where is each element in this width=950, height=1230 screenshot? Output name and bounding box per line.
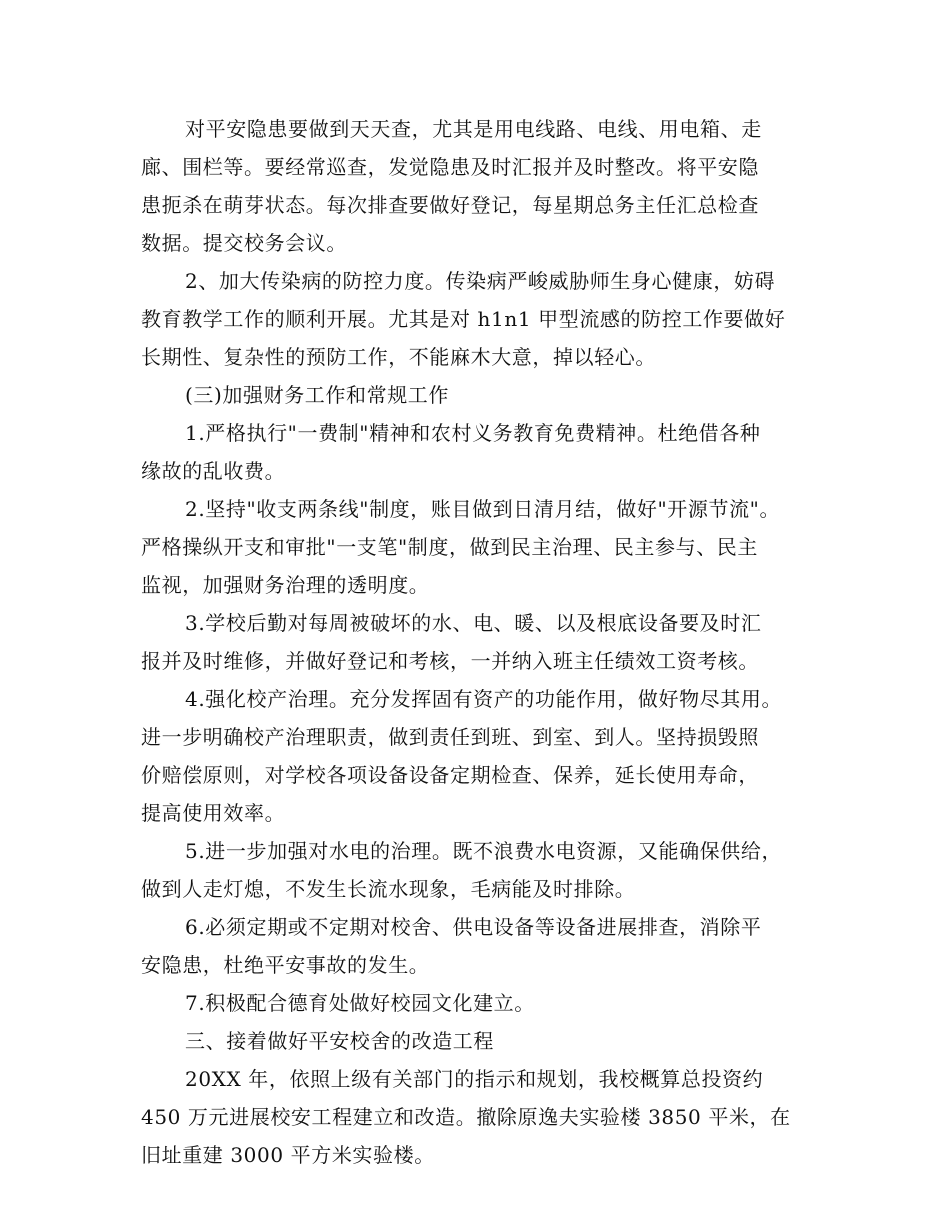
text-line: 缘故的乱收费。 [141, 459, 286, 483]
text-line: 安隐患，杜绝平安事故的发生。 [141, 953, 430, 977]
text-line: 5.进一步加强对水电的治理。既不浪费水电资源，又能确保供给， [185, 839, 783, 863]
text-line: 价赔偿原则，对学校各项设备设备定期检查、保养，延长使用寿命， [141, 763, 759, 787]
text-line: 进一步明确校产治理职责，做到责任到班、到室、到人。坚持损毁照 [141, 725, 759, 749]
text-line: 廊、围栏等。要经常巡查，发觉隐患及时汇报并及时整改。将平安隐 [141, 155, 759, 179]
text-line: 2、加大传染病的防控力度。传染病严峻威胁师生身心健康，妨碍 [185, 269, 776, 293]
text-line: 7.积极配合德育处做好校园文化建立。 [185, 991, 535, 1015]
text-line: 20XX 年，依照上级有关部门的指示和规划，我校概算总投资约 [185, 1067, 764, 1091]
text-line: 患扼杀在萌芽状态。每次排查要做好登记，每星期总务主任汇总检查 [141, 193, 759, 217]
text-line: 长期性、复杂性的预防工作，不能麻木大意，掉以轻心。 [141, 345, 656, 369]
text-line: 1.严格执行"一费制"精神和农村义务教育免费精神。杜绝借各种 [185, 421, 761, 445]
document-body [141, 110, 831, 1174]
text-line: 报并及时维修，并做好登记和考核，一并纳入班主任绩效工资考核。 [141, 649, 759, 673]
text-line: 监视，加强财务治理的透明度。 [141, 573, 430, 597]
text-line: 数据。提交校务会议。 [141, 231, 347, 255]
text-line: 教育教学工作的顺利开展。尤其是对 h1n1 甲型流感的防控工作要做好 [141, 307, 786, 331]
text-line: 对平安隐患要做到天天查，尤其是用电线路、电线、用电箱、走 [185, 117, 762, 141]
text-line: 6.必须定期或不定期对校舍、供电设备等设备进展排查，消除平 [185, 915, 762, 939]
text-line: 做到人走灯熄，不发生长流水现象，毛病能及时排除。 [141, 877, 636, 901]
section-heading: (三)加强财务工作和常规工作 [185, 383, 450, 407]
text-line: 450 万元进展校安工程建立和改造。撤除原逸夫实验楼 3850 平米，在 [141, 1105, 791, 1129]
text-line: 旧址重建 3000 平方米实验楼。 [141, 1143, 435, 1167]
section-heading: 三、接着做好平安校舍的改造工程 [185, 1029, 494, 1053]
text-line: 严格操纵开支和审批"一支笔"制度，做到民主治理、民主参与、民主 [141, 535, 758, 559]
text-line: 3.学校后勤对每周被破坏的水、电、暖、以及根底设备要及时汇 [185, 611, 762, 635]
text-line: 提高使用效率。 [141, 801, 286, 825]
text-line: 4.强化校产治理。充分发挥固有资产的功能作用，做好物尽其用。 [185, 687, 783, 711]
text-line: 2.坚持"收支两条线"制度，账目做到日清月结，做好"开源节流"。 [185, 497, 781, 521]
